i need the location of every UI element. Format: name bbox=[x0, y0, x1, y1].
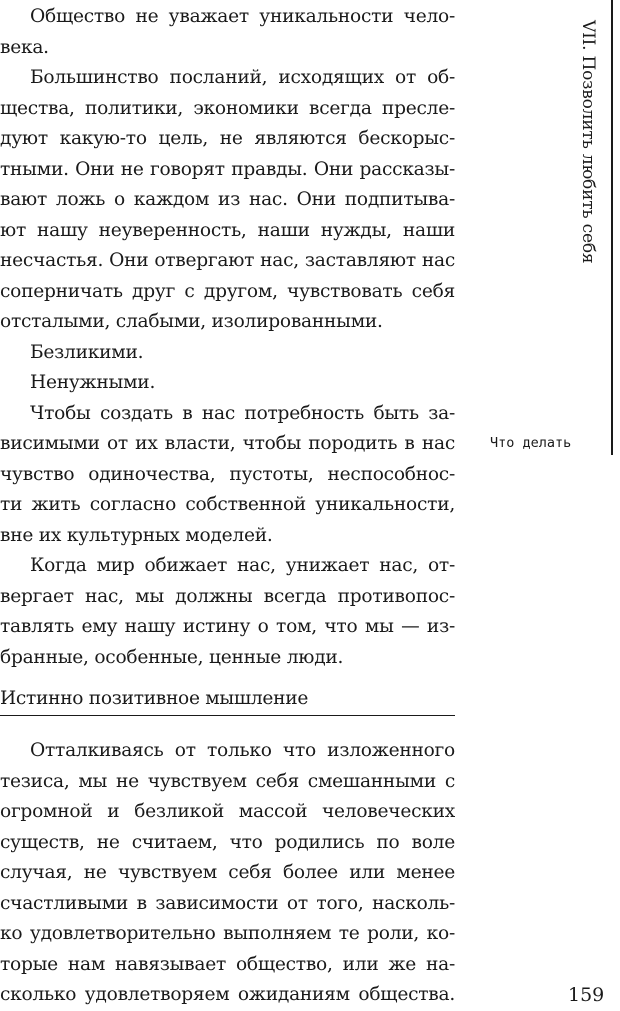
text-line: тными. Они не говорят правды. Они рассказы- bbox=[0, 158, 455, 180]
running-head-rule bbox=[611, 0, 613, 455]
text-line: Общество не уважает уникальности чело- bbox=[30, 6, 455, 27]
text-line: ко удовлетворительно выполняем те роли, ко- bbox=[0, 923, 455, 944]
text-line: Ненужными. bbox=[30, 372, 156, 393]
margin-note: Что делать bbox=[490, 435, 572, 451]
text-line: несчастья. Они отвергают нас, заставляют нас bbox=[0, 250, 455, 271]
text-line: тезиса, мы не чувствуем себя смешанными с bbox=[0, 770, 455, 792]
text-line: тавлять ему нашу истину о том, что мы — из- bbox=[0, 616, 455, 637]
text-line: Отталкиваясь от только что изложенного bbox=[30, 740, 455, 761]
text-line: существ, не считаем, что родились по воле bbox=[0, 831, 455, 853]
text-line: Когда мир обижает нас, унижает нас, от- bbox=[30, 555, 455, 576]
section-paragraph bbox=[0, 736, 455, 1011]
running-head: VII. Позволить любить себя bbox=[578, 20, 598, 264]
page-number: 159 bbox=[568, 984, 605, 1006]
text-line: бранные, особенные, ценные люди. bbox=[0, 646, 344, 668]
text-line: ти жить согласно собственной уникальности, bbox=[0, 494, 455, 515]
text-line: счастливыми в зависимости от того, насколь- bbox=[0, 892, 455, 914]
text-line: отсталыми, слабыми, изолированными. bbox=[0, 311, 383, 332]
text-line: щества, политики, экономики всегда пресле- bbox=[0, 97, 455, 119]
text-line: вергает нас, мы должны всегда противопос- bbox=[0, 585, 455, 607]
text-line: чувство одиночества, пустоты, неспособнос- bbox=[0, 463, 455, 485]
text-line: Безликими. bbox=[30, 341, 144, 363]
text-line: Чтобы создать в нас потребность быть за- bbox=[30, 402, 455, 424]
text-line: торые нам навязывает общество, или же на- bbox=[0, 953, 455, 975]
text-line: соперничать друг с другом, чувствовать себя bbox=[0, 280, 455, 302]
text-line: вне их культурных моделей. bbox=[0, 524, 273, 546]
text-line: Большинство посланий, исходящих от об- bbox=[30, 67, 455, 88]
text-line: дуют какую-то цель, не являются бескорыс- bbox=[0, 128, 455, 149]
body-text bbox=[0, 2, 455, 673]
text-line: вают ложь о каждом из нас. Они подпитыва- bbox=[0, 189, 455, 210]
text-line: ют нашу неуверенность, наши нужды, наши bbox=[0, 219, 455, 241]
section-heading: Истинно позитивное мышление bbox=[0, 683, 455, 716]
text-line: огромной и безликой массой человеческих bbox=[0, 801, 455, 822]
text-line: века. bbox=[0, 36, 49, 58]
text-line: сколько удовлетворяем ожиданиям общества. bbox=[0, 984, 455, 1005]
text-line: висимыми от их власти, чтобы породить в нас bbox=[0, 433, 455, 454]
text-line: случая, не чувствуем себя более или менее bbox=[0, 862, 455, 883]
